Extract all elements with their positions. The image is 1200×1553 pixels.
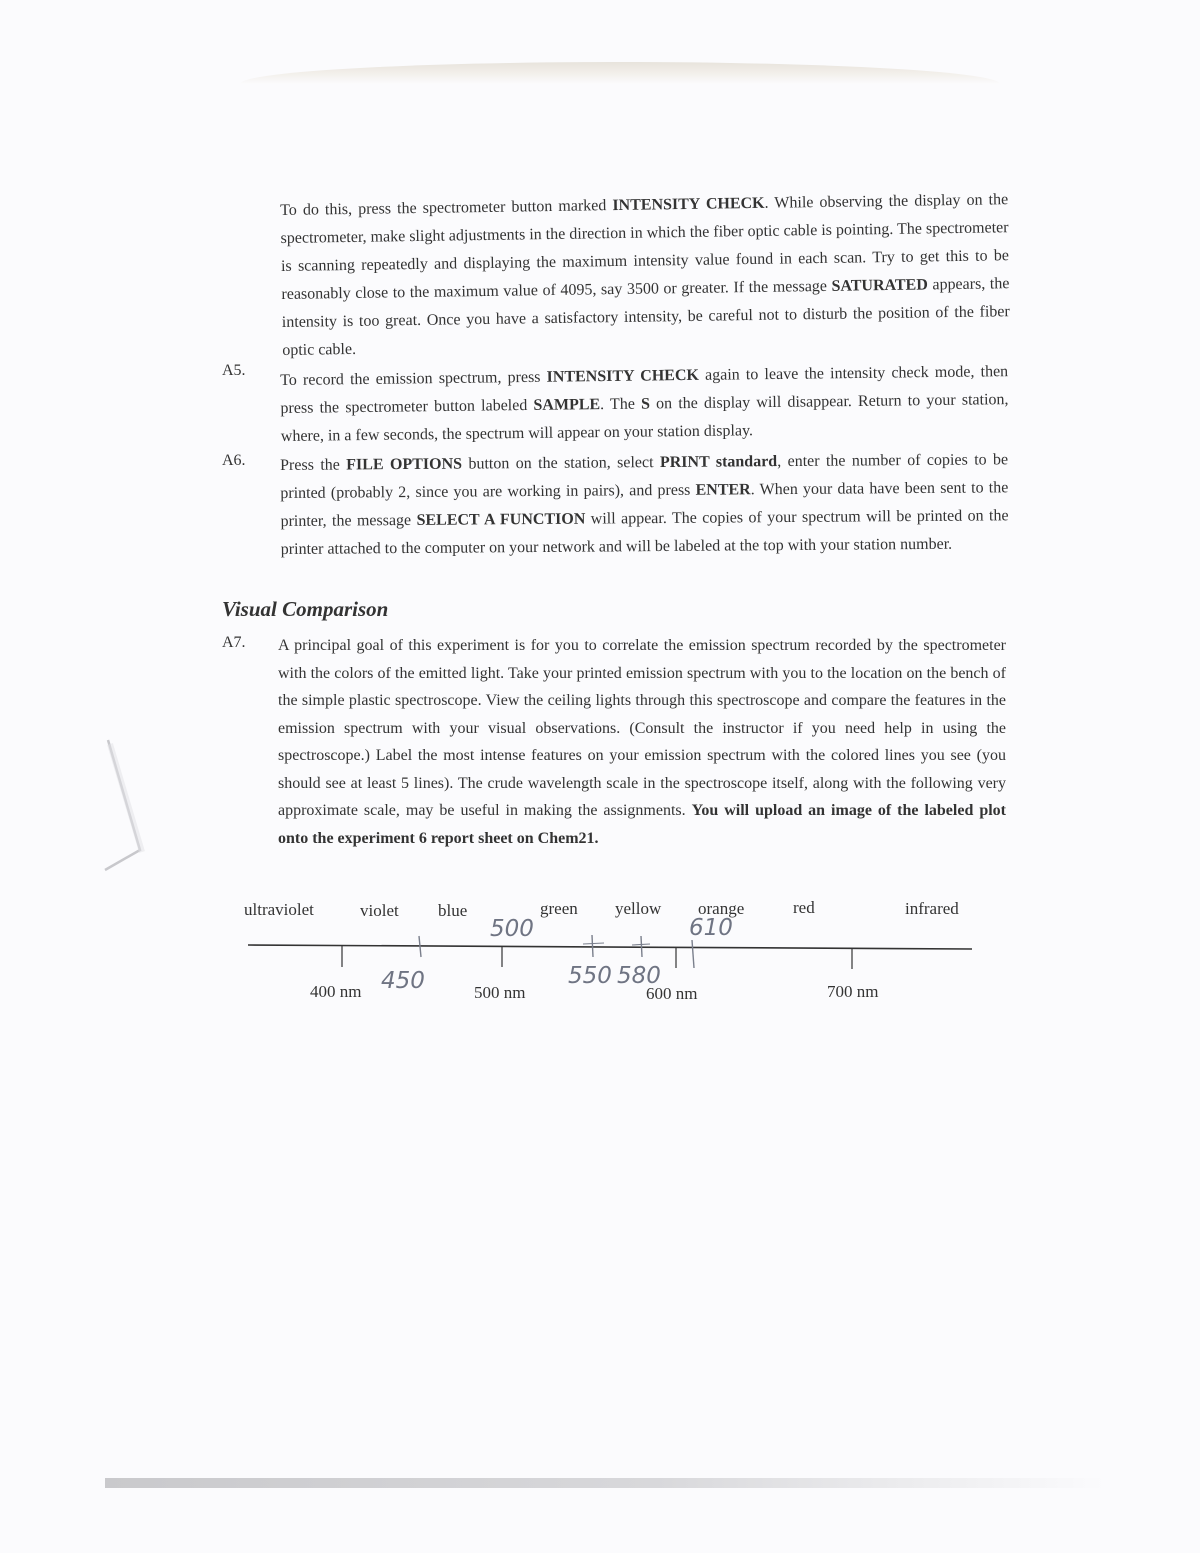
step-a5-paragraph: To record the emission spectrum, press INTENSITY CHECK again to leave the intensity check mode, then press the spectrometer button labeled SAMPLE. The S on the display will disappear. Return to your station, where, in a few seconds, the spectrum will appear on your station display. (280, 363, 1009, 445)
scale-label-red: red (793, 898, 815, 917)
scale-label-infrared: infrared (905, 899, 959, 918)
step-a7-paragraph: A principal goal of this experiment is for you to correlate the emission spectrum recorded by the spectrometer with the colors of the emitted light. Take your printed emission spectrum with you to the location on the bench of the simple plastic spectroscope. View the ceiling lights through this spectroscope and compare the features in the emission spectrum with your visual observations. (Consult the instructor if you need help in using the spectroscope.) Label the most intense features on your emission spectrum with the colored lines you see (you should see at least 5 lines). The crude wavelength scale in the spectroscope itself, along with the following very approximate scale, may be useful in making the assignments. You will upload an image of the labeled plot onto the experiment 6 report sheet on Chem21. (278, 637, 1006, 847)
handwritten-580: 580 (617, 963, 661, 989)
hand-tick-610 (692, 940, 694, 968)
tick-label-500: 500 nm (474, 983, 526, 1002)
hand-cross-550 (583, 943, 604, 944)
scale-label-orange: orange (698, 899, 745, 918)
intro-paragraph: To do this, press the spectrometer button marked INTENSITY CHECK. While observing the display on the spectrometer, make slight adjustments in the direction in which the fiber optic cable is pointing. The spectrometer is scanning repeatedly and displaying the maximum intensity value found in each scan. Try to get this to be reasonably close to the maximum value of 4095, say 3500 or greater. If the message SATURATED appears, the intensity is too great. Once you have a satisfactory intensity, be careful not to disturb the position of the fiber optic cable. (280, 191, 1010, 359)
axis-line (248, 945, 972, 949)
handwritten-450: 450 (381, 968, 425, 994)
scale-label-ultraviolet: ultraviolet (244, 900, 314, 919)
step-number-a5: A5. (222, 362, 246, 379)
step-a6-paragraph: Press the FILE OPTIONS button on the station, select PRINT standard, enter the number of copies to be printed (probably 2, since you are working in pairs), and press ENTER. When your data have been sent to the printer, the message SELECT A FUNCTION will appear. The copies of your spectrum will be printed on the printer attached to the computer on your network and will be labeled at the top with your station number. (280, 451, 1009, 558)
hand-tick-450 (419, 936, 421, 957)
tick-label-400: 400 nm (310, 982, 362, 1001)
scale-label-violet: violet (360, 901, 399, 920)
handwritten-550: 550 (568, 963, 612, 989)
scale-label-green: green (540, 899, 578, 918)
handwritten-610: 610 (689, 915, 733, 941)
hand-cross-580 (632, 944, 650, 945)
hand-tick-550 (592, 935, 593, 957)
hand-tick-580 (641, 936, 642, 957)
handwritten-500: 500 (490, 916, 534, 942)
scale-label-yellow: yellow (615, 899, 662, 918)
step-number-a7: A7. (222, 634, 246, 651)
tick-label-700: 700 nm (827, 982, 879, 1001)
tick-label-600: 600 nm (646, 984, 698, 1003)
step-number-a6: A6. (222, 452, 246, 469)
scale-label-blue: blue (438, 901, 468, 920)
section-heading: Visual Comparison (222, 597, 389, 621)
